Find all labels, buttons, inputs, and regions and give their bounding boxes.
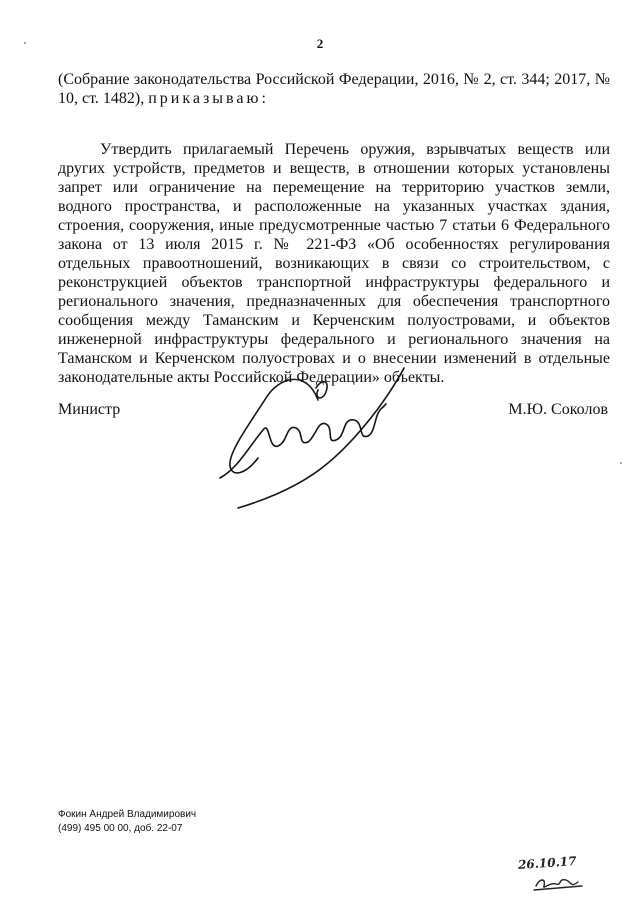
handwritten-date: 26.10.17 <box>517 853 577 873</box>
scan-speck <box>620 462 622 464</box>
scan-speck <box>24 42 26 44</box>
page-number: 2 <box>316 36 324 51</box>
intro-paragraph <box>58 70 610 108</box>
order-word: приказываю: <box>148 90 269 107</box>
body-paragraph: Утвердить прилагаемый Перечень оружия, взрывчатых веществ или других устройств, предметов и веществ, в отношении которых установлены запрет или ограничение на перемещение на территорию участков земли, водного пространства, и расположенные на указанных участках здания, строения, сооружения, иные предусмотренные частью 7 статьи 6 Федерального закона от 13 июля 2015 г. № 221-ФЗ «Об особенностях регулирования отдельных правоотношений, возникающих в связи со строительством, с реконструкцией объектов транспортной инфраструктуры федерального и регионального значения, предназначенных для обеспечения транспортного сообщения между Таманским и Керченским полуостровами, и объектов инженерной инфраструктуры федерального и регионального значения на Таманском и Керченском полуостровах и о внесении изменений в отдельные законодательные акты Российской Федерации» объекты. <box>58 141 610 386</box>
intro-text: (Собрание законодательства Российской Федерации, 2016, № 2, ст. 344; 2017, № 10, ст. 1482), <box>58 71 610 107</box>
signer-name: М.Ю. Соколов <box>508 401 608 418</box>
contact-phone: (499) 495 00 00, доб. 22-07 <box>58 823 183 834</box>
contact-name: Фокин Андрей Владимирович <box>58 809 197 820</box>
position-title: Министр <box>58 401 121 418</box>
handwritten-initials <box>512 853 592 894</box>
contact-block <box>58 808 196 836</box>
handwritten-signature <box>208 358 418 513</box>
